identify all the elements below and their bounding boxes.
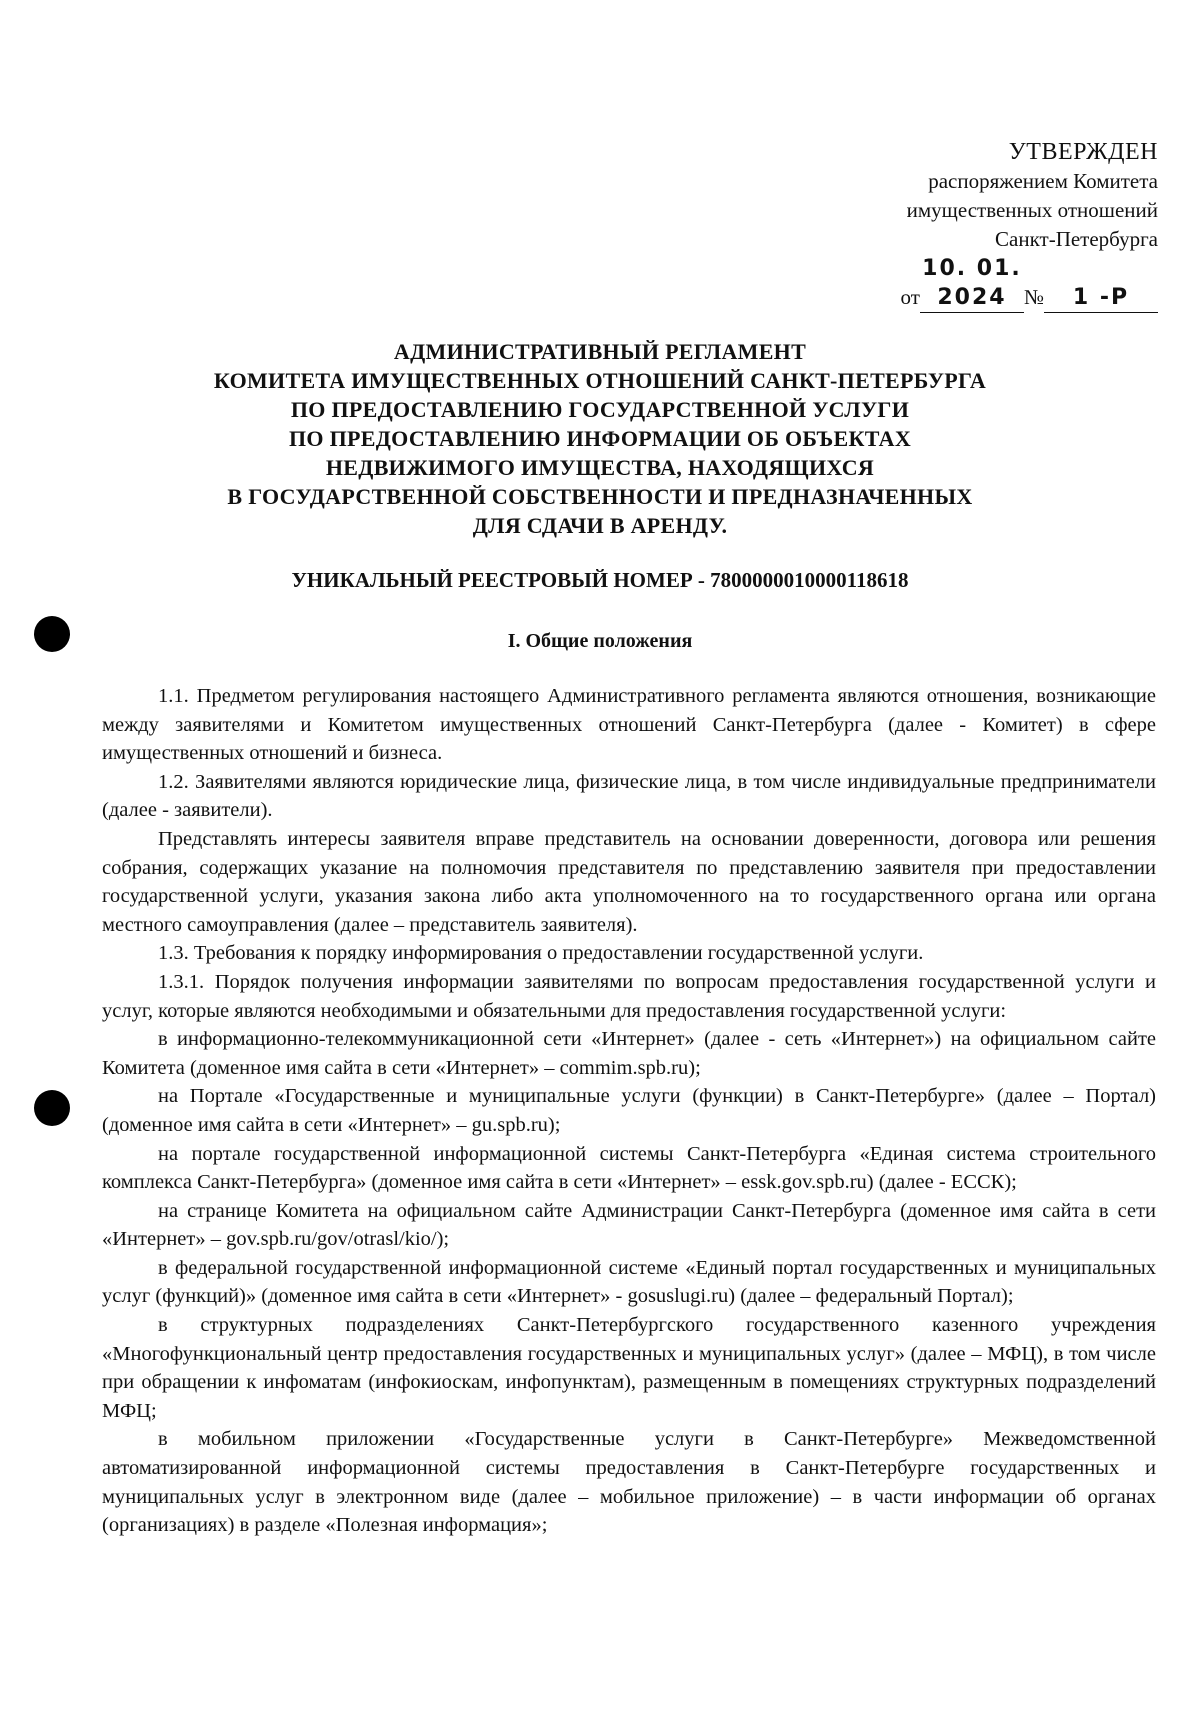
paragraph-portal: на Портале «Государственные и муниципальные услуги (функции) в Санкт-Петербурге» (далее – Портал) (доменное имя сайта в сети «Интернет» – gu.spb.ru); (102, 1085, 1156, 1136)
approval-date: 10. 01. 2024 (920, 254, 1024, 313)
paragraph-representative: Представлять интересы заявителя вправе представитель на основании доверенности, договора или решения собрания, содержащих указание на полномочия представителя по представлению заявителя при предоставлении государственной услуги, указания закона либо акта уполномоченного на то государственного органа или органа местного самоуправления (далее – представитель заявителя). (102, 827, 1156, 936)
approval-number: 1 -Р (1044, 283, 1158, 313)
approval-line-1: распоряжением Комитета (928, 169, 1158, 193)
title-line: ДЛЯ СДАЧИ В АРЕНДУ. (472, 513, 728, 538)
paragraph-1-1: 1.1. Предметом регулирования настоящего Административного регламента являются отношения, возникающие между заявителями и Комитетом имущественных отношений Санкт-Петербурга (далее - Комитет) в сфере имущественных отношений и бизнеса. (102, 685, 1156, 765)
title-line: КОМИТЕТА ИМУЩЕСТВЕННЫХ ОТНОШЕНИЙ САНКТ-ПЕТЕРБУРГА (213, 368, 987, 393)
paragraph-1-3-1: 1.3.1. Порядок получения информации заявителями по вопросам предоставления государственной услуги и услуг, которые являются необходимыми и обязательными для предоставления государственной услуги: (102, 970, 1156, 1022)
approval-word: УТВЕРЖДЕН (1008, 139, 1158, 165)
section-heading: I. Общие положения (507, 630, 693, 652)
paragraph-1-2: 1.2. Заявителями являются юридические лица, физические лица, в том числе индивидуальные предприниматели (далее - заявители). (102, 770, 1156, 822)
paragraph-internet: в информационно-телекоммуникационной сети «Интернет» (далее - сеть «Интернет») на официальном сайте Комитета (доменное имя сайта в сети «Интернет» – commim.spb.ru); (102, 1028, 1156, 1079)
date-prefix: от (900, 285, 920, 309)
paragraph-mobile-app: в мобильном приложении «Государственные услуги в Санкт-Петербурге» Межведомственной автоматизированной информационной системы предоставления в Санкт-Петербурге государственных и муниципальных услуг в электронном виде (далее – мобильное приложение) – в части информации об органах (организациях) в разделе «Полезная информация»; (102, 1428, 1156, 1537)
document-title (100, 337, 1100, 540)
paragraph-administration-site: на странице Комитета на официальном сайте Администрации Санкт-Петербурга (доменное имя сайта в сети «Интернет» – gov.spb.ru/gov/otrasl/kio/); (102, 1199, 1156, 1251)
paragraph-essk: на портале государственной информационной системы Санкт-Петербурга «Единая система строительного комплекса Санкт-Петербурга» (доменное имя сайта в сети «Интернет» – essk.gov.spb.ru) (далее - ЕССК); (102, 1142, 1156, 1194)
title-line: В ГОСУДАРСТВЕННОЙ СОБСТВЕННОСТИ И ПРЕДНАЗНАЧЕННЫХ (227, 484, 973, 509)
hole-punch-mark-top (34, 616, 70, 652)
number-sign: № (1023, 285, 1044, 309)
title-line: НЕДВИЖИМОГО ИМУЩЕСТВА, НАХОДЯЩИХСЯ (325, 455, 875, 480)
paragraph-1-3: 1.3. Требования к порядку информирования о предоставлении государственной услуги. (158, 942, 924, 965)
registry-number: УНИКАЛЬНЫЙ РЕЕСТРОВЫЙ НОМЕР - 7800000010000118618 (291, 568, 909, 592)
title-line: ПО ПРЕДОСТАВЛЕНИЮ ГОСУДАРСТВЕННОЙ УСЛУГИ (290, 397, 910, 422)
paragraph-federal-portal: в федеральной государственной информационной системе «Единый портал государственных и муниципальных услуг (функций)» (доменное имя сайта в сети «Интернет» - gosuslugi.ru) (далее – федеральный Портал); (102, 1256, 1156, 1308)
hole-punch-mark-bottom (34, 1090, 70, 1126)
title-line: АДМИНИСТРАТИВНЫЙ РЕГЛАМЕНТ (393, 339, 807, 364)
approval-line-2: имущественных отношений (906, 198, 1158, 222)
title-line: ПО ПРЕДОСТАВЛЕНИЮ ИНФОРМАЦИИ ОБ ОБЪЕКТАХ (288, 426, 912, 451)
approval-date-line (901, 254, 1158, 313)
document-body (102, 682, 1156, 1540)
approval-line-3: Санкт-Петербурга (995, 227, 1158, 251)
approval-stamp (901, 138, 1158, 313)
paragraph-mfc: в структурных подразделениях Санкт-Петербургского государственного казенного учреждения «Многофункциональный центр предоставления государственных и муниципальных услуг» (далее – МФЦ), в том числе при обращении к инфоматам (инфокиоскам, инфопунктам), размещенным в помещениях структурных подразделений МФЦ; (102, 1314, 1156, 1422)
